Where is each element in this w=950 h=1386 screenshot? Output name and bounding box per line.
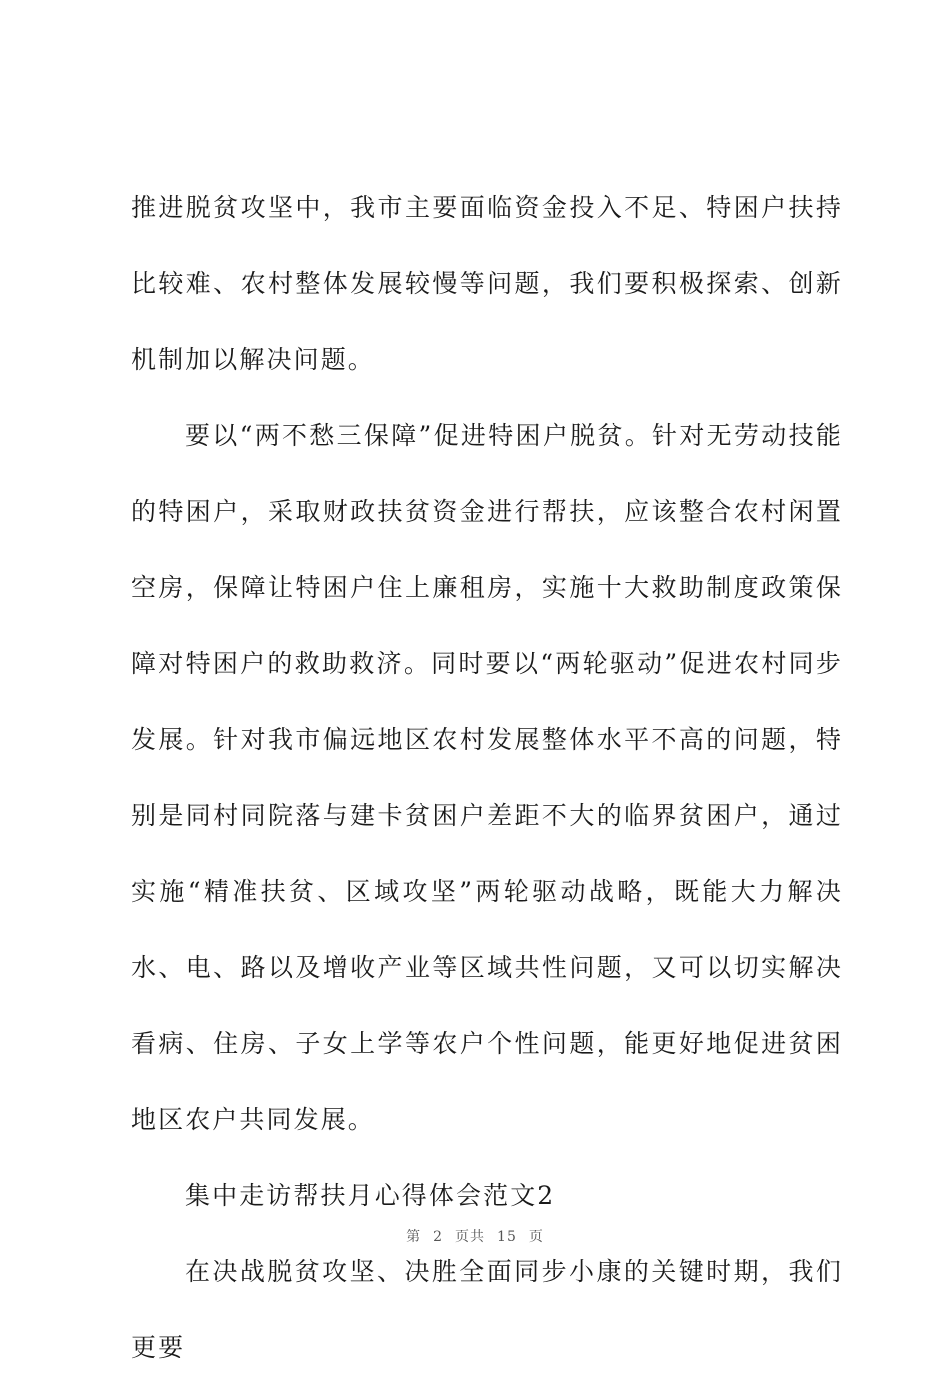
- footer-total-pages: 15: [497, 1229, 517, 1245]
- document-body: [131, 170, 843, 1386]
- page-footer: [0, 1226, 950, 1246]
- paragraph-section-start: 在决战脱贫攻坚、决胜全面同步小康的关键时期，我们更要: [131, 1257, 843, 1362]
- section-heading: 集中走访帮扶月心得体会范文2: [185, 1181, 556, 1210]
- paragraph-measures: 要以“两不愁三保障”促进特困户脱贫。针对无劳动技能的特困户，采取财政扶贫资金进行帮扶，应该整合农村闲置空房，保障让特困户住上廉租房，实施十大救助制度政策保障对特困户的救助救济。同时要以“两轮驱动”促进农村同步发展。针对我市偏远地区农村发展整体水平不高的问题，特别是同村同院落与建卡贫困户差距不大的临界贫困户，通过实施“精准扶贫、区域攻坚”两轮驱动战略，既能大力解决水、电、路以及增收产业等区域共性问题，又可以切实解决看病、住房、子女上学等农户个性问题，能更好地促进贫困地区农户共同发展。: [131, 421, 843, 1134]
- footer-prefix: 第: [406, 1229, 422, 1245]
- footer-current-page: 2: [433, 1229, 444, 1245]
- footer-suffix: 页: [528, 1229, 544, 1245]
- paragraph-intro: 推进脱贫攻坚中，我市主要面临资金投入不足、特困户扶持比较难、农村整体发展较慢等问题，我们要积极探索、创新机制加以解决问题。: [131, 193, 843, 374]
- footer-middle: 页共: [455, 1229, 486, 1245]
